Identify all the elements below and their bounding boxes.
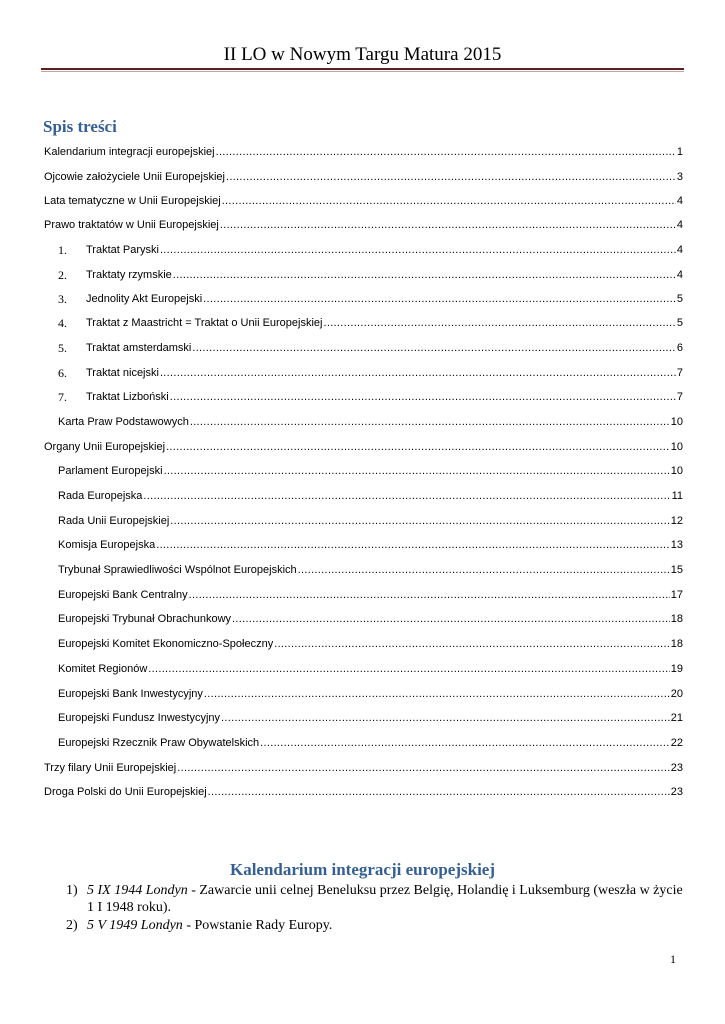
toc-entry[interactable] bbox=[58, 388, 683, 404]
toc-dot-leader bbox=[170, 515, 669, 528]
toc-entry[interactable] bbox=[58, 290, 683, 306]
toc-entry[interactable] bbox=[58, 462, 683, 478]
toc-entry-number: 5. bbox=[58, 341, 67, 355]
toc-entry-page: 4 bbox=[676, 219, 683, 231]
event-body bbox=[87, 917, 686, 934]
toc-entry-title: Traktat z Maastricht = Traktat o Unii Europejskiej bbox=[86, 317, 323, 329]
toc-entry[interactable] bbox=[44, 759, 683, 775]
toc-dot-leader bbox=[160, 244, 676, 257]
toc-entry-page: 23 bbox=[670, 762, 683, 774]
toc-entry-page: 4 bbox=[676, 195, 683, 207]
toc-entry-page: 5 bbox=[676, 317, 683, 329]
toc-entry-page: 22 bbox=[670, 737, 683, 749]
page-number: 1 bbox=[670, 952, 676, 966]
toc-entry[interactable] bbox=[58, 512, 683, 528]
header-rule-light bbox=[41, 71, 684, 72]
event-date-place: 5 IX 1944 Londyn bbox=[87, 883, 188, 898]
toc-entry[interactable] bbox=[58, 734, 683, 750]
toc-dot-leader bbox=[220, 219, 676, 232]
toc-entry-title: Europejski Bank Centralny bbox=[58, 589, 188, 601]
toc-dot-leader bbox=[173, 269, 676, 282]
toc-entry[interactable] bbox=[44, 143, 683, 159]
header-rule bbox=[41, 68, 684, 70]
toc-entry-title: Parlament Europejski bbox=[58, 465, 163, 477]
toc-entry-page: 20 bbox=[670, 688, 683, 700]
toc-dot-leader bbox=[274, 638, 670, 651]
toc-entry-title: Droga Polski do Unii Europejskiej bbox=[44, 786, 207, 798]
toc-entry-page: 6 bbox=[676, 342, 683, 354]
toc-entry[interactable] bbox=[58, 536, 683, 552]
toc-dot-leader bbox=[160, 367, 676, 380]
toc-dot-leader bbox=[190, 416, 670, 429]
toc-entry-title: Traktat nicejski bbox=[86, 367, 159, 379]
toc-entry-title: Komisja Europejska bbox=[58, 539, 156, 551]
toc-entry-number: 7. bbox=[58, 390, 67, 404]
toc-entry[interactable] bbox=[44, 216, 683, 232]
event-number: 2) bbox=[66, 918, 78, 933]
toc-dot-leader bbox=[192, 342, 676, 355]
toc-entry-number: 2. bbox=[58, 268, 67, 282]
toc-entry-title: Traktat Paryski bbox=[86, 244, 159, 256]
toc-entry-page: 11 bbox=[671, 490, 683, 502]
toc-entry-title: Rada Unii Europejskiej bbox=[58, 515, 170, 527]
toc-entry-number: 1. bbox=[58, 243, 67, 257]
event-date-place: 5 V 1949 Londyn bbox=[87, 918, 183, 933]
toc-entry[interactable] bbox=[58, 339, 683, 355]
toc-dot-leader bbox=[221, 712, 670, 725]
toc-entry[interactable] bbox=[58, 709, 683, 725]
toc-dot-leader bbox=[226, 171, 676, 184]
toc-entry-page: 7 bbox=[676, 367, 683, 379]
toc-entry-number: 4. bbox=[58, 316, 67, 330]
toc-dot-leader bbox=[189, 589, 670, 602]
toc-entry-title: Kalendarium integracji europejskiej bbox=[44, 146, 215, 158]
toc-entry-page: 3 bbox=[676, 171, 683, 183]
toc-entry-title: Organy Unii Europejskiej bbox=[44, 441, 166, 453]
toc-entry-page: 17 bbox=[670, 589, 683, 601]
toc-entry[interactable] bbox=[58, 660, 683, 676]
toc-entry-title: Komitet Regionów bbox=[58, 663, 148, 675]
event-item bbox=[66, 917, 686, 934]
event-number: 1) bbox=[66, 883, 78, 898]
toc-heading: Spis treści bbox=[43, 117, 117, 136]
toc-dot-leader bbox=[232, 613, 670, 626]
toc-entry-page: 5 bbox=[676, 293, 683, 305]
toc-entry-title: Europejski Fundusz Inwestycyjny bbox=[58, 712, 221, 724]
toc-dot-leader bbox=[208, 786, 670, 799]
toc-entry-page: 10 bbox=[670, 416, 683, 428]
toc-dot-leader bbox=[143, 490, 670, 503]
toc-entry-page: 4 bbox=[676, 269, 683, 281]
toc-entry-title: Europejski Trybunał Obrachunkowy bbox=[58, 613, 232, 625]
toc-entry[interactable] bbox=[58, 314, 683, 330]
toc-entry-page: 18 bbox=[670, 613, 683, 625]
toc-dot-leader bbox=[177, 762, 670, 775]
toc-entry-page: 7 bbox=[676, 391, 683, 403]
toc-entry-title: Trzy filary Unii Europejskiej bbox=[44, 762, 177, 774]
toc-entry[interactable] bbox=[58, 266, 683, 282]
toc-entry-title: Traktat amsterdamski bbox=[86, 342, 192, 354]
toc-entry-title: Trybunał Sprawiedliwości Wspólnot Europejskich bbox=[58, 564, 297, 576]
toc-entry-page: 13 bbox=[670, 539, 683, 551]
toc-entry-page: 18 bbox=[670, 638, 683, 650]
toc-entry-title: Europejski Komitet Ekonomiczno-Społeczny bbox=[58, 638, 274, 650]
toc-entry[interactable] bbox=[58, 561, 683, 577]
toc-entry[interactable] bbox=[58, 635, 683, 651]
toc-entry[interactable] bbox=[44, 192, 683, 208]
toc-entry-title: Prawo traktatów w Unii Europejskiej bbox=[44, 219, 219, 231]
toc-entry-page: 10 bbox=[670, 465, 683, 477]
toc-entry[interactable] bbox=[44, 438, 683, 454]
toc-entry-page: 19 bbox=[670, 663, 683, 675]
event-item bbox=[66, 882, 686, 916]
toc-entry-title: Europejski Rzecznik Praw Obywatelskich bbox=[58, 737, 260, 749]
toc-entry-page: 21 bbox=[670, 712, 683, 724]
toc-entry[interactable] bbox=[58, 586, 683, 602]
toc-entry[interactable] bbox=[58, 685, 683, 701]
toc-entry-title: Traktaty rzymskie bbox=[86, 269, 172, 281]
toc-dot-leader bbox=[323, 317, 675, 330]
toc-dot-leader bbox=[148, 663, 669, 676]
toc-entry[interactable] bbox=[58, 610, 683, 626]
event-description: - Zawarcie unii celnej Beneluksu przez Belgię, Holandię i Luksemburg (weszła w życie 1 I 1948 roku). bbox=[87, 883, 683, 915]
toc-entry-page: 1 bbox=[676, 146, 683, 158]
toc-entry-title: Ojcowie założyciele Unii Europejskiej bbox=[44, 171, 225, 183]
toc-entry-title: Karta Praw Podstawowych bbox=[58, 416, 189, 428]
toc-dot-leader bbox=[216, 146, 676, 159]
toc-entry-title: Lata tematyczne w Unii Europejskiej bbox=[44, 195, 221, 207]
toc-entry-page: 15 bbox=[670, 564, 683, 576]
toc-entry-title: Europejski Bank Inwestycyjny bbox=[58, 688, 203, 700]
toc-dot-leader bbox=[156, 539, 670, 552]
toc-entry-page: 23 bbox=[670, 786, 683, 798]
toc-entry[interactable] bbox=[58, 487, 683, 503]
event-description: - Powstanie Rady Europy. bbox=[182, 918, 333, 933]
toc-dot-leader bbox=[260, 737, 670, 750]
section-heading: Kalendarium integracji europejskiej bbox=[229, 860, 496, 879]
toc-dot-leader bbox=[298, 564, 670, 577]
toc-entry-page: 10 bbox=[670, 441, 683, 453]
toc-dot-leader bbox=[166, 441, 670, 454]
toc-entry-number: 3. bbox=[58, 292, 67, 306]
running-header: II LO w Nowym Targu Matura 2015 bbox=[223, 44, 502, 65]
event-body bbox=[87, 882, 686, 916]
toc-entry-title: Traktat Lizboński bbox=[86, 391, 169, 403]
toc-entry-title: Rada Europejska bbox=[58, 490, 143, 502]
toc-entry-title: Jednolity Akt Europejski bbox=[86, 293, 203, 305]
toc-dot-leader bbox=[164, 465, 670, 478]
toc-dot-leader bbox=[204, 688, 670, 701]
toc-entry[interactable] bbox=[44, 783, 683, 799]
toc-entry[interactable] bbox=[58, 413, 683, 429]
toc-dot-leader bbox=[203, 293, 676, 306]
toc-dot-leader bbox=[222, 195, 676, 208]
toc-entry-number: 6. bbox=[58, 366, 67, 380]
toc-entry[interactable] bbox=[58, 364, 683, 380]
toc-entry-page: 12 bbox=[670, 515, 683, 527]
toc-entry-page: 4 bbox=[676, 244, 683, 256]
toc-dot-leader bbox=[170, 391, 676, 404]
toc-entry[interactable] bbox=[58, 241, 683, 257]
toc-entry[interactable] bbox=[44, 168, 683, 184]
